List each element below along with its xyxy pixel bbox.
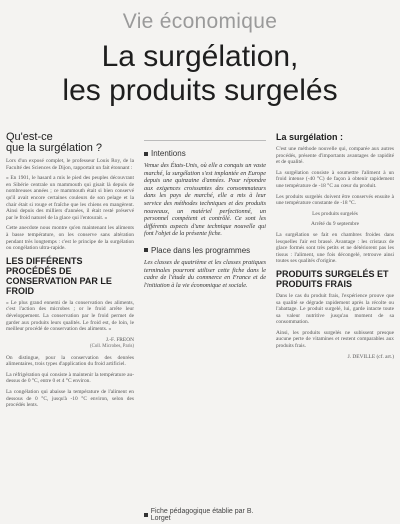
signature: J.-F. FREON [105,336,134,343]
paragraph: Les produits surgelés doivent être conservés ensuite à une température constante de -18 °C. [276,193,394,207]
column-left [6,132,134,524]
programs-heading [144,246,266,255]
paragraph: C'est une méthode nouvelle qui, comparée aux autres procédés, présente d'importants avantages de rapidité et de qualité. [276,146,394,166]
heading-line-2: que la surgélation ? [6,142,103,154]
page-title [0,40,400,108]
section-kicker: Vie économique [122,10,278,33]
title-line-1: La surgélation, [101,40,299,73]
paragraph: La surgélation se fait en chambres froides dans lesquelles l'air est brassé. Avantage : les cristaux de glace formés sont très petits et ne détériorent pas les tissus : l'aliment, une fois décongelé, retrouve ainsi toutes ses qualités d'origine. [276,231,394,265]
paragraph: Ainsi, les produits surgelés ne subissent presque aucune perte de vitamines et restent comparables aux produits frais. [276,329,394,350]
column-right [276,132,394,524]
paragraph: « En 1901, le hasard a mis le pied des peuples découvrant en Sibérie centrale un mammouth qui gisait là depuis de nombreuses années ; ce mammouth était si bien conservé qu'il avait encore certaines couleurs de son pelage et la chair était si rouge et fraîche que les chiens en mangèrent. Ainsi depuis des milliers d'années, il était resté préservé par le froid naturel de la glace qui l'entourait. » [6,175,134,221]
quote: « Le plus grand ennemi de la conservation des aliments, c'est l'action des microbes ; or le froid arrête leur développement. La conservation par le froid permet de garder aux produits leurs qualités. Le froid est, de loin, le meilleur procédé de conservation des aliments. » [6,299,134,333]
heading-what-is [6,132,134,154]
divider [144,140,266,141]
programs-text: Les classes de quatrième et les classes pratiques terminales pourront utiliser cette fiche dans le cadre de l'étude du commerce en France et de l'initiation à la vie économique et sociale. [144,258,266,289]
paragraph: La réfrigération qui consiste à maintenir la température au-dessus de 0 °C, entre 0 et 4 °C environ. [6,371,134,385]
signature-sub: (Coll. Microbes, Paris) [90,343,134,349]
programs-heading-label: Place dans les programmes [151,245,251,255]
intentions-heading [144,149,266,158]
section-heading-methods: LES DIFFÉRENTS PROCÉDÉS DE CONSERVATION PAR LE FROID [6,255,112,296]
paragraph: Cette anecdote nous montre qu'en maintenant les aliments à basse température, on les conserve sans altération pendant très longtemps : c'est le principe de la surgélation ou congélation ultra-rapide. [6,225,134,252]
paragraph: On distingue, pour la conservation des denrées alimentaires, trois types d'application du froid artificiel. [6,354,134,368]
footnote-text: Fiche pédagogique établie par B. Lorget [150,508,254,522]
section-heading-products: PRODUITS SURGELÉS ET PRODUITS FRAIS [276,268,389,289]
column-middle [144,132,266,524]
reference: Arrêté du 9 septembre [310,221,360,228]
paragraph: Lors d'un exposé complet, le professeur Louis Roy, de la Faculté des Sciences de Dijon, rapportait un fait étonnant : [6,158,134,171]
title-line-2: les produits surgelés [62,74,338,107]
signature: J. DEVILLE (cf. art.) [347,353,394,360]
bullet-square-icon [144,513,148,517]
paragraph: La congélation qui abaisse la température de l'aliment en dessous de 0 °C, jusqu'à -10 °C environ, selon des procédés lents. [6,389,134,409]
paragraph: La surgélation consiste à soumettre l'aliment à un froid intense (-40 °C) de façon à obtenir rapidement une température de -18 °C au cœur du produit. [276,169,394,189]
heading-line-1: Qu'est-ce [6,132,53,143]
paragraph: Dans le cas du produit frais, l'expérience prouve que sa qualité se dégrade rapidement après la récolte ou l'abattage. Le produit surgelé, lui, garde intacte toute sa valeur nutritive jusqu'au moment de sa consommation. [276,292,394,326]
bullet-square-icon [144,152,148,156]
intentions-heading-label: Intentions [151,149,186,158]
reference: Les produits surgelés [312,210,358,217]
footnote [144,508,266,522]
bullet-square-icon [144,248,148,252]
intentions-text: Venue des États-Unis, où elle a conquis un vaste marché, la surgélation s'est implantée en Europe depuis une quinzaine d'années. Pour répondre aux exigences croissantes des consommateurs dans les pays de marché, elle a mis à leur service des méthodes techniques et des produits nouveaux, un matériel perfectionné, un personnel compétent et contrôlé. Ce sont les différents aspects d'une technique nouvelle qui font l'objet de la présente fiche. [144,162,266,238]
heading-surgelation: La surgélation : [276,132,344,142]
